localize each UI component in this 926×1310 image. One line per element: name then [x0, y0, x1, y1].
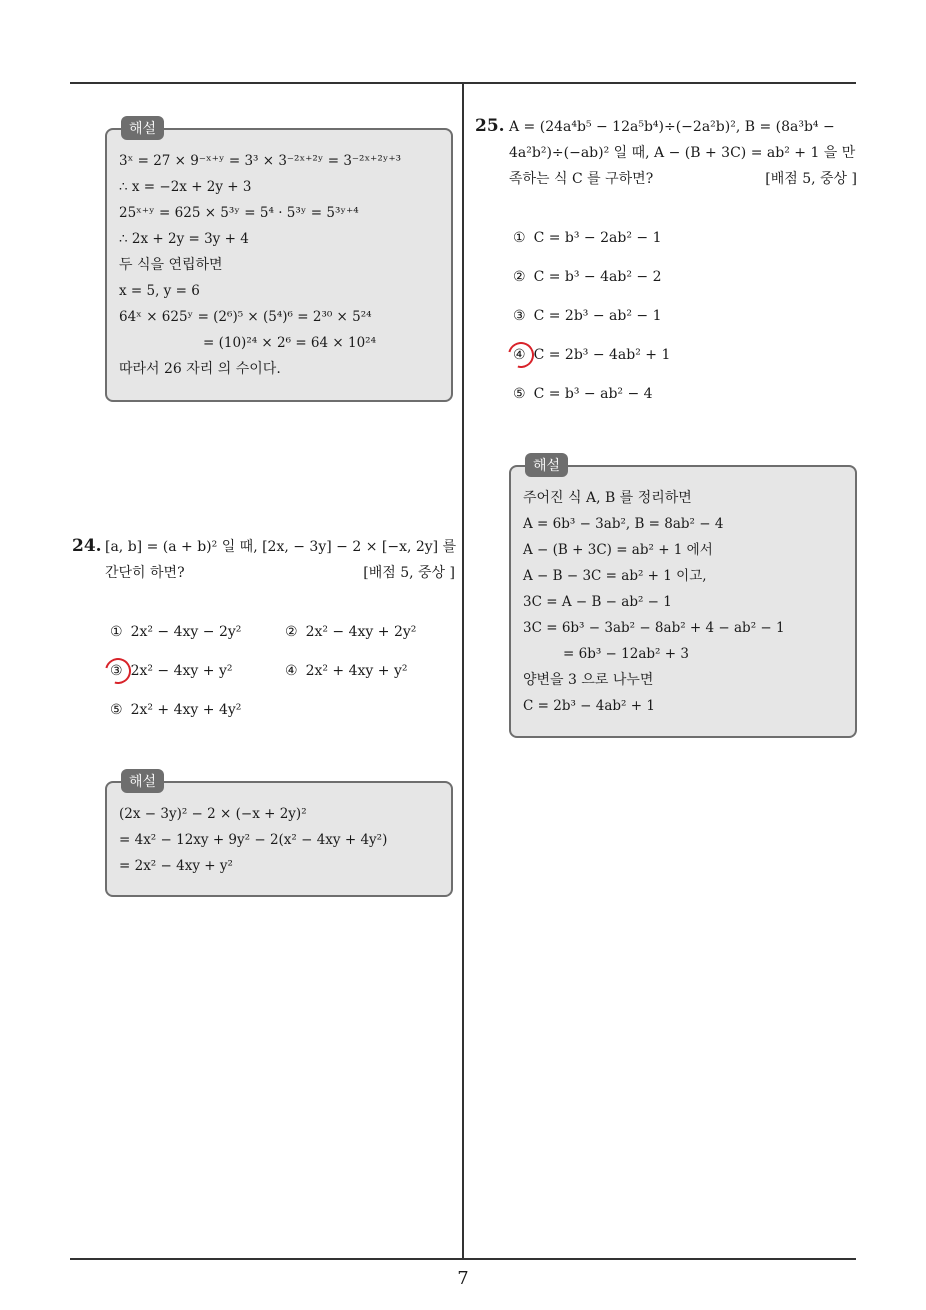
question-number-25: 25.	[475, 116, 505, 136]
choice-mark: ⑤	[110, 702, 123, 718]
solution-line: A − B − 3C = ab² + 1 이고,	[523, 568, 707, 584]
choice-mark: ①	[110, 624, 123, 640]
page-number: 7	[457, 1268, 469, 1289]
solution-line: x = 5, y = 6	[119, 283, 200, 299]
solution-line: (2x − 3y)² − 2 × (−x + 2y)²	[119, 806, 307, 822]
question-text-24	[105, 534, 455, 586]
choice-expr: C = 2b³ − ab² − 1	[533, 308, 662, 324]
choice-expr: 2x² − 4xy + 2y²	[305, 624, 417, 640]
solution-line: 64ˣ × 625ʸ = (2⁶)⁵ × (5⁴)⁶ = 2³⁰ × 5²⁴	[119, 309, 372, 325]
points-label: [배점 5, 중상 ]	[765, 171, 857, 187]
solution-box-25	[509, 458, 857, 738]
solution-tag: 해설	[121, 116, 164, 140]
question-text-line: 간단히 하면?	[105, 565, 185, 581]
choice-3[interactable]	[513, 305, 661, 327]
choice-mark: ③	[513, 308, 526, 324]
solution-line: 3ˣ = 27 × 9⁻ˣ⁺ʸ = 3³ × 3⁻²ˣ⁺²ʸ = 3⁻²ˣ⁺²ʸ⁺³	[119, 153, 401, 169]
solution-line: 따라서 26 자리 의 수이다.	[119, 361, 281, 377]
choice-2[interactable]	[285, 621, 416, 643]
answer-circle-icon	[100, 653, 136, 689]
choice-expr: C = b³ − ab² − 4	[533, 386, 653, 402]
choice-expr: C = b³ − 4ab² − 2	[533, 269, 662, 285]
choice-expr: 2x² + 4xy + y²	[305, 663, 408, 679]
solution-box-23	[105, 121, 453, 402]
solution-line: C = 2b³ − 4ab² + 1	[523, 698, 655, 714]
choice-1[interactable]	[513, 227, 661, 249]
solution-line: = (10)²⁴ × 2⁶ = 64 × 10²⁴	[203, 335, 377, 351]
column-divider	[462, 83, 464, 1259]
question-text-line	[509, 166, 857, 192]
question-text-line: A = (24a⁴b⁵ − 12a⁵b⁴)÷(−2a²b)², B = (8a³b⁴ −	[509, 119, 835, 135]
solution-line: A = 6b³ − 3ab², B = 8ab² − 4	[523, 516, 724, 532]
question-text-line: 족하는 식 C 를 구하면?	[509, 171, 654, 187]
question-number-24: 24.	[72, 536, 102, 556]
question-text-25	[509, 114, 857, 192]
choice-4[interactable]	[513, 344, 670, 366]
choice-expr: C = 2b³ − 4ab² + 1	[533, 347, 671, 363]
answer-circle-icon	[503, 337, 539, 373]
choice-2[interactable]	[513, 266, 661, 288]
solution-line: A − (B + 3C) = ab² + 1 에서	[523, 542, 713, 558]
solution-box-24	[105, 774, 453, 897]
choice-4[interactable]	[285, 660, 407, 682]
solution-line: 주어진 식 A, B 를 정리하면	[523, 490, 692, 506]
solution-line: 3C = A − B − ab² − 1	[523, 594, 672, 610]
solution-line: 두 식을 연립하면	[119, 257, 223, 273]
choice-expr: 2x² + 4xy + 4y²	[130, 702, 242, 718]
choice-mark: ③	[110, 663, 123, 679]
choice-5[interactable]	[513, 383, 653, 405]
solution-line: 3C = 6b³ − 3ab² − 8ab² + 4 − ab² − 1	[523, 620, 785, 636]
points-label: [배점 5, 중상 ]	[363, 565, 455, 581]
choice-expr: 2x² − 4xy − 2y²	[130, 624, 242, 640]
solution-line: 양변을 3 으로 나누면	[523, 672, 654, 688]
choice-mark: ②	[513, 269, 526, 285]
question-text-line: 4a²b²)÷(−ab)² 일 때, A − (B + 3C) = ab² + 1 을 만	[509, 145, 856, 161]
bottom-rule	[70, 1258, 856, 1260]
choice-5[interactable]	[110, 699, 241, 721]
question-text-line	[105, 560, 455, 586]
choice-mark: ④	[513, 347, 526, 363]
choice-1[interactable]	[110, 621, 241, 643]
solution-line: = 2x² − 4xy + y²	[119, 858, 233, 874]
solution-line: = 6b³ − 12ab² + 3	[563, 646, 689, 662]
choice-mark: ①	[513, 230, 526, 246]
solution-line: = 4x² − 12xy + 9y² − 2(x² − 4xy + 4y²)	[119, 832, 388, 848]
solution-tag: 해설	[121, 769, 164, 793]
choice-mark: ④	[285, 663, 298, 679]
solution-line: ∴ 2x + 2y = 3y + 4	[119, 231, 249, 247]
solution-line: 25ˣ⁺ʸ = 625 × 5³ʸ = 5⁴ · 5³ʸ = 5³ʸ⁺⁴	[119, 205, 359, 221]
solution-line: ∴ x = −2x + 2y + 3	[119, 179, 252, 195]
choice-expr: C = b³ − 2ab² − 1	[533, 230, 662, 246]
choice-mark: ②	[285, 624, 298, 640]
question-text-line: [a, b] = (a + b)² 일 때, [2x, − 3y] − 2 × [−x, 2y] 를	[105, 539, 457, 555]
choice-expr: 2x² − 4xy + y²	[130, 663, 233, 679]
choice-mark: ⑤	[513, 386, 526, 402]
solution-tag: 해설	[525, 453, 568, 477]
